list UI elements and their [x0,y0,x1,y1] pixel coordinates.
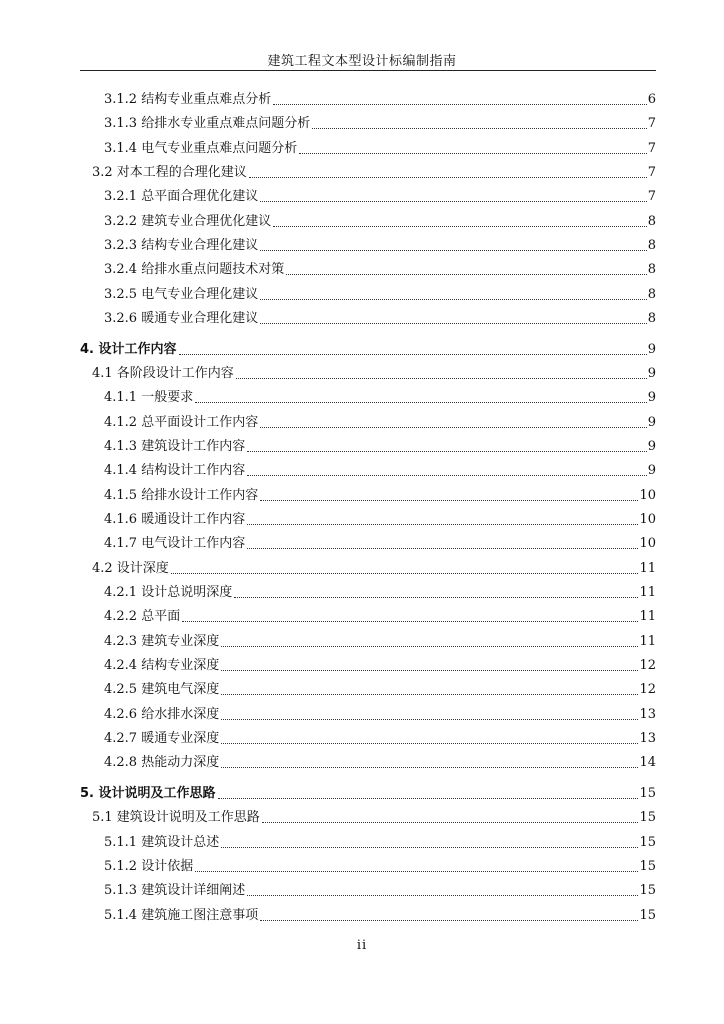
toc-entry-page: 11 [639,561,656,576]
toc-entry-page: 8 [647,214,656,229]
toc-entry[interactable] [104,831,656,851]
toc-dot-leader [221,719,638,720]
toc-entry[interactable] [104,751,656,771]
toc-dot-leader [171,573,639,574]
toc-dot-leader [247,524,638,525]
toc-entry-title: 3.1.4 电气专业重点难点问题分析 [104,141,298,156]
toc-dot-leader [247,475,647,476]
toc-entry-page: 9 [647,342,656,357]
toc-entry-page: 15 [639,810,656,825]
toc-entry-page: 9 [647,439,656,454]
toc-entry-page: 7 [647,189,656,204]
toc-entry-page: 6 [647,92,656,107]
toc-dot-leader [260,920,638,921]
toc-entry[interactable] [92,557,656,577]
toc-dot-leader [221,646,638,647]
toc-entry-page: 15 [639,859,656,874]
toc-entry[interactable] [104,185,656,205]
toc-entry[interactable] [104,283,656,303]
toc-dot-leader [221,670,638,671]
toc-dot-leader [260,427,647,428]
toc-entry-page: 13 [639,707,656,722]
toc-dot-leader [247,895,638,896]
toc-entry[interactable] [104,678,656,698]
toc-entry[interactable] [104,654,656,674]
toc-dot-leader [247,451,647,452]
toc-entry[interactable] [92,806,656,826]
toc-entry-title: 4.2 设计深度 [92,561,169,576]
toc-entry[interactable] [104,581,656,601]
toc-entry[interactable] [104,484,656,504]
toc-entry-title: 4. 设计工作内容 [80,342,177,357]
toc-entry-title: 4.1.6 暖通设计工作内容 [104,512,246,527]
toc-entry[interactable] [92,161,656,181]
toc-entry-title: 3.2.5 电气专业合理化建议 [104,287,259,302]
toc-dot-leader [195,402,647,403]
toc-entry[interactable] [104,435,656,455]
toc-entry[interactable] [104,88,656,108]
toc-dot-leader [236,378,647,379]
toc-entry[interactable] [104,411,656,431]
toc-entry-page: 7 [647,141,656,156]
toc-dot-leader [249,177,647,178]
toc-entry-title: 4.2.5 建筑电气深度 [104,682,220,697]
toc-dot-leader [260,299,647,300]
toc-entry-page: 8 [647,238,656,253]
toc-entry[interactable] [104,508,656,528]
toc-entry[interactable] [104,727,656,747]
toc-entry-title: 5.1.3 建筑设计详细阐述 [104,883,246,898]
toc-entry[interactable] [104,630,656,650]
toc-entry-page: 12 [639,682,656,697]
toc-entry-title: 5.1.1 建筑设计总述 [104,835,220,850]
toc-entry-page: 15 [639,835,656,850]
toc-entry-title: 4.2.8 热能动力深度 [104,755,220,770]
toc-entry-page: 9 [647,366,656,381]
toc-entry-page: 15 [639,883,656,898]
toc-dot-leader [234,597,638,598]
toc-dot-leader [179,354,647,355]
toc-entry-page: 7 [647,116,656,131]
toc-entry-page: 15 [639,786,656,801]
toc-dot-leader [260,323,647,324]
toc-entry[interactable] [104,137,656,157]
toc-dot-leader [260,500,638,501]
toc-entry-title: 4.2.7 暖通专业深度 [104,731,220,746]
toc-entry-title: 3.2.1 总平面合理优化建议 [104,189,259,204]
toc-entry[interactable] [104,112,656,132]
toc-entry-title: 4.1.2 总平面设计工作内容 [104,415,259,430]
toc-entry-title: 3.2.3 结构专业合理化建议 [104,238,259,253]
toc-entry-page: 9 [647,415,656,430]
toc-entry-page: 11 [639,609,656,624]
toc-entry-title: 3.1.2 结构专业重点难点分析 [104,92,272,107]
toc-entry[interactable] [104,532,656,552]
toc-entry-title: 5.1.2 设计依据 [104,859,194,874]
toc-entry-title: 4.1.3 建筑设计工作内容 [104,439,246,454]
toc-entry-title: 5.1.4 建筑施工图注意事项 [104,908,259,923]
toc-entry[interactable] [104,258,656,278]
toc-entry-title: 3.2.6 暖通专业合理化建议 [104,311,259,326]
toc-entry-page: 10 [639,512,656,527]
toc-dot-leader [312,128,647,129]
toc-dot-leader [218,798,639,799]
toc-entry-title: 4.1.7 电气设计工作内容 [104,536,246,551]
toc-entry-page: 9 [647,463,656,478]
toc-entry-title: 4.1 各阶段设计工作内容 [92,366,234,381]
toc-entry[interactable] [104,605,656,625]
toc-entry-page: 14 [639,755,656,770]
toc-dot-leader [273,226,647,227]
toc-entry-page: 10 [639,536,656,551]
toc-entry[interactable] [104,904,656,924]
toc-entry[interactable] [104,307,656,327]
header-rule [80,70,656,71]
toc-dot-leader [260,201,647,202]
toc-entry-title: 4.2.3 建筑专业深度 [104,634,220,649]
toc-dot-leader [221,767,638,768]
toc-entry[interactable] [104,459,656,479]
toc-entry-page: 8 [647,262,656,277]
toc-entry-page: 8 [647,311,656,326]
toc-entry-title: 4.1.1 一般要求 [104,390,194,405]
toc-dot-leader [221,847,638,848]
toc-entry[interactable] [104,386,656,406]
toc-entry[interactable] [104,703,656,723]
toc-entry-title: 5. 设计说明及工作思路 [80,786,216,801]
toc-dot-leader [182,621,638,622]
toc-dot-leader [299,153,647,154]
page-number: ii [356,938,368,953]
toc-entry-title: 3.1.3 给排水专业重点难点问题分析 [104,116,311,131]
toc-entry-page: 12 [639,658,656,673]
toc-entry-title: 4.2.1 设计总说明深度 [104,585,233,600]
toc-entry-page: 15 [639,908,656,923]
toc-entry-page: 10 [639,488,656,503]
toc-entry-page: 9 [647,390,656,405]
toc-entry[interactable] [104,855,656,875]
toc-entry[interactable] [104,879,656,899]
toc-entry-title: 4.2.4 结构专业深度 [104,658,220,673]
toc-entry[interactable] [80,338,656,358]
toc-dot-leader [195,871,638,872]
toc-entry-page: 13 [639,731,656,746]
toc-entry-title: 5.1 建筑设计说明及工作思路 [92,810,260,825]
toc-dot-leader [262,822,639,823]
toc-entry-title: 3.2.2 建筑专业合理优化建议 [104,214,272,229]
toc-dot-leader [221,743,638,744]
toc-entry-title: 3.2 对本工程的合理化建议 [92,165,247,180]
toc-dot-leader [286,274,647,275]
toc-dot-leader [221,694,638,695]
toc-entry-page: 7 [647,165,656,180]
toc-dot-leader [260,250,647,251]
toc-entry-page: 11 [639,634,656,649]
running-header: 建筑工程文本型设计标编制指南 [267,54,457,69]
toc-entry-title: 4.1.4 结构设计工作内容 [104,463,246,478]
toc-entry-title: 4.2.6 给水排水深度 [104,707,220,722]
toc-entry-page: 11 [639,585,656,600]
toc-dot-leader [273,104,647,105]
toc-entry[interactable] [104,234,656,254]
toc-entry-title: 3.2.4 给排水重点问题技术对策 [104,262,285,277]
toc-entry[interactable] [80,782,656,802]
toc-entry[interactable] [92,362,656,382]
toc-entry-page: 8 [647,287,656,302]
toc-entry-title: 4.2.2 总平面 [104,609,181,624]
toc-dot-leader [247,548,638,549]
toc-entry[interactable] [104,210,656,230]
toc-entry-title: 4.1.5 给排水设计工作内容 [104,488,259,503]
